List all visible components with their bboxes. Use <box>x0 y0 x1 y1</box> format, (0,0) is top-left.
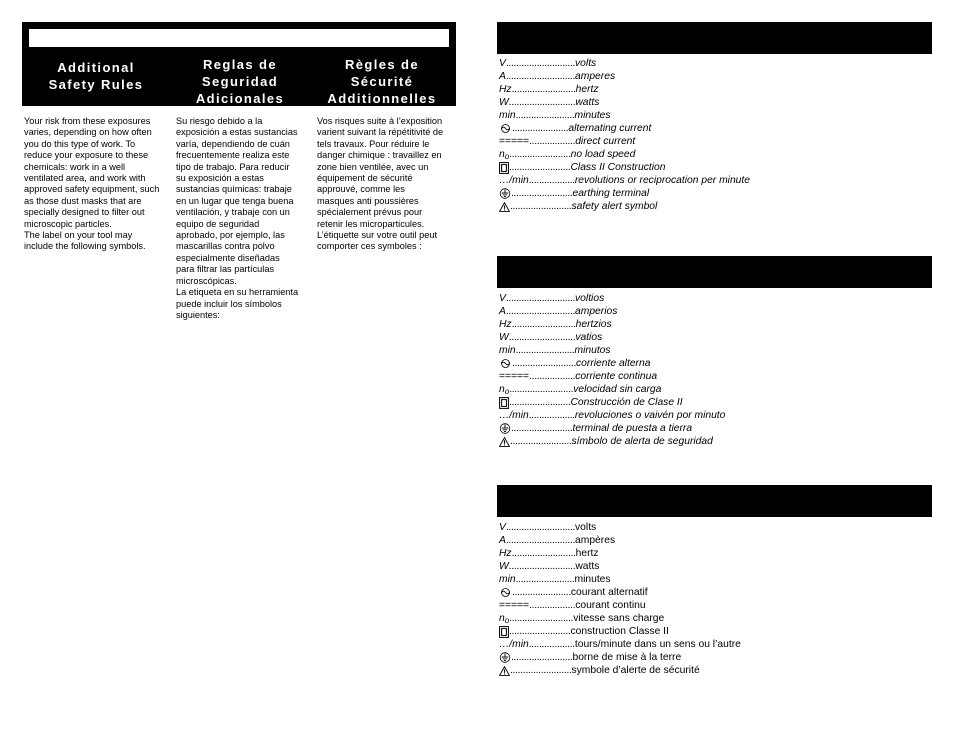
symbol-abbreviation: W <box>499 561 509 572</box>
symbol-abbreviation: V <box>499 293 506 304</box>
symbol-abbreviation: ===== <box>499 600 530 611</box>
leader-dots: ......................... <box>512 358 577 369</box>
leader-dots: ........................... <box>505 58 576 69</box>
symbol-abbreviation: Hz <box>499 319 512 330</box>
leader-dots: .................. <box>529 371 576 382</box>
symbol-meaning: watts <box>575 97 600 108</box>
earthing-terminal-icon <box>499 423 511 434</box>
symbol-row <box>499 586 929 599</box>
symbol-meaning: safety alert symbol <box>571 201 658 212</box>
symbol-row <box>499 148 929 161</box>
class-ii-construction-icon <box>499 162 509 174</box>
alternating-current-icon <box>499 359 512 368</box>
symbol-row <box>499 187 929 200</box>
safety-alert-icon <box>499 666 510 676</box>
leader-dots: ........................ <box>510 665 572 676</box>
symbol-meaning: corriente alterna <box>576 358 651 369</box>
heading-english: Additional Safety Rules <box>48 60 144 92</box>
symbol-row <box>499 435 929 448</box>
symbol-abbreviation: min <box>499 110 516 121</box>
safety-alert-icon <box>499 202 510 212</box>
symbol-row <box>499 135 929 148</box>
symbol-meaning: alternating current <box>568 123 652 134</box>
leader-dots: ......................... <box>511 84 576 95</box>
leader-dots: ........................ <box>509 626 571 637</box>
symbols-header-band-spanish <box>497 256 932 288</box>
leader-dots: ........................ <box>509 149 571 160</box>
symbol-abbreviation: …/min <box>499 410 529 421</box>
symbol-abbreviation: A <box>499 306 506 317</box>
symbol-row <box>499 370 929 383</box>
class-ii-construction-icon <box>499 397 509 409</box>
symbol-row <box>499 161 929 174</box>
symbol-abbreviation: Hz <box>499 548 512 559</box>
leader-dots: .................. <box>528 175 575 186</box>
symbol-row <box>499 409 929 422</box>
symbol-list-spanish <box>499 292 929 448</box>
symbol-meaning: revoluciones o vaivén por minuto <box>574 410 726 421</box>
symbol-meaning: ampères <box>575 535 616 546</box>
symbol-abbreviation: n o <box>499 613 510 625</box>
leader-dots: ........................... <box>505 535 576 546</box>
symbol-row <box>499 305 929 318</box>
leader-dots: .................. <box>529 600 576 611</box>
body-text-spanish: Su riesgo debido a la exposición a estas sustancias varía, dependiendo de cuán frecuentemente realiza este tipo de trabajo. Para reducir su exposición a estas sustancias químicas: trabaje en un lugar que tenga buena ventilación, y trabaje con un equipo de seguridad aprobado, por ejemplo, las mascarillas contra polvo especialmente diseñadas para filtrar las partículas microscópicas. La etiqueta en su herramienta puede incluir los símbolos siguientes: <box>176 116 299 320</box>
symbol-meaning: courant alternatif <box>570 587 648 598</box>
leader-dots: ........................ <box>511 188 573 199</box>
leader-dots: .................. <box>529 136 576 147</box>
symbol-meaning: tours/minute dans un sens ou l’autre <box>574 639 741 650</box>
leader-dots: .................. <box>528 639 575 650</box>
symbol-abbreviation: n o <box>499 384 510 396</box>
symbol-meaning: hertz <box>575 548 599 559</box>
symbol-row <box>499 122 929 135</box>
symbol-meaning: watts <box>575 561 600 572</box>
symbol-abbreviation: V <box>499 522 506 533</box>
leader-dots: .......................... <box>508 332 576 343</box>
symbol-meaning: amperios <box>575 306 618 317</box>
symbol-row <box>499 521 929 534</box>
class-ii-construction-icon <box>499 626 509 638</box>
symbol-abbreviation: …/min <box>499 175 529 186</box>
symbol-meaning: Class II Construction <box>570 162 666 173</box>
body-text-english: Your risk from these exposures varies, depending on how often you do this type of work. To reduce your exposure to these chemicals: work in a well ventilated area, and work with approved safety equipment, such as those dust masks that are specially designed to filter out microscopic particles. The label on your tool may include the following symbols. <box>24 116 160 252</box>
symbol-meaning: vatios <box>575 332 603 343</box>
leader-dots: ......................... <box>511 548 576 559</box>
symbol-row <box>499 560 929 573</box>
symbol-row <box>499 344 929 357</box>
symbol-meaning: minutos <box>574 345 611 356</box>
symbol-abbreviation: A <box>499 71 506 82</box>
symbols-header-band-english <box>497 22 932 54</box>
earthing-terminal-icon <box>499 188 511 199</box>
leader-dots: ....................... <box>512 587 571 598</box>
safety-alert-icon <box>499 437 510 447</box>
symbol-meaning: no load speed <box>570 149 636 160</box>
symbol-meaning: terminal de puesta a tierra <box>572 423 693 434</box>
leader-dots: ........................... <box>505 306 576 317</box>
symbol-row <box>499 599 929 612</box>
symbol-row <box>499 57 929 70</box>
symbols-header-band-french <box>497 485 932 517</box>
symbol-abbreviation: Hz <box>499 84 512 95</box>
symbol-meaning: courant continu <box>575 600 646 611</box>
symbol-meaning: borne de mise à la terre <box>572 652 682 663</box>
symbol-meaning: voltios <box>575 293 605 304</box>
symbol-meaning: direct current <box>575 136 636 147</box>
symbol-list-french <box>499 521 929 677</box>
alternating-current-icon <box>499 588 512 597</box>
symbol-abbreviation: min <box>499 345 516 356</box>
symbol-row <box>499 534 929 547</box>
symbol-list-english <box>499 57 929 213</box>
alternating-current-icon <box>499 124 512 133</box>
leader-dots: ........................ <box>511 652 573 663</box>
symbol-meaning: corriente continua <box>575 371 658 382</box>
symbol-row <box>499 174 929 187</box>
symbol-row <box>499 109 929 122</box>
symbol-meaning: volts <box>575 58 597 69</box>
symbol-abbreviation: …/min <box>499 639 529 650</box>
symbol-row <box>499 70 929 83</box>
leader-dots: ........................ <box>510 436 572 447</box>
symbol-abbreviation: ===== <box>499 136 530 147</box>
symbol-meaning: símbolo de alerta de seguridad <box>571 436 713 447</box>
symbol-row <box>499 651 929 664</box>
symbol-abbreviation: W <box>499 97 509 108</box>
symbol-meaning: construction Classe II <box>570 626 669 637</box>
safety-rules-header-band <box>22 22 456 106</box>
symbol-row <box>499 331 929 344</box>
symbol-abbreviation: min <box>499 574 516 585</box>
symbol-meaning: hertz <box>575 84 599 95</box>
symbol-row <box>499 638 929 651</box>
symbol-abbreviation: A <box>499 535 506 546</box>
leader-dots: ........................ <box>511 423 573 434</box>
symbol-meaning: amperes <box>575 71 616 82</box>
symbol-meaning: velocidad sin carga <box>573 384 662 395</box>
leader-dots: .......................... <box>508 561 576 572</box>
symbol-abbreviation: n o <box>499 149 510 161</box>
symbol-abbreviation: W <box>499 332 509 343</box>
heading-french: Règles de Sécurité Additionnelles <box>327 57 437 106</box>
header-white-bar <box>29 29 449 47</box>
symbol-meaning: vitesse sans charge <box>573 613 665 624</box>
symbol-meaning: symbole d’alerte de sécurité <box>571 665 700 676</box>
heading-spanish: Reglas de Seguridad Adicionales <box>195 57 285 106</box>
symbol-row <box>499 200 929 213</box>
symbol-row <box>499 83 929 96</box>
leader-dots: .................. <box>528 410 575 421</box>
symbol-meaning: volts <box>575 522 597 533</box>
leader-dots: ...................... <box>512 123 569 134</box>
symbol-abbreviation: ===== <box>499 371 530 382</box>
symbol-row <box>499 318 929 331</box>
symbol-row <box>499 625 929 638</box>
symbol-row <box>499 96 929 109</box>
symbol-row <box>499 383 929 396</box>
symbol-row <box>499 292 929 305</box>
symbol-row <box>499 396 929 409</box>
symbol-row <box>499 357 929 370</box>
symbol-meaning: Construcción de Clase II <box>570 397 683 408</box>
symbol-row <box>499 573 929 586</box>
symbol-meaning: hertzios <box>575 319 612 330</box>
symbol-meaning: earthing terminal <box>572 188 650 199</box>
leader-dots: ........................ <box>510 201 572 212</box>
leader-dots: ........................... <box>505 522 576 533</box>
symbol-row <box>499 422 929 435</box>
symbol-row <box>499 664 929 677</box>
leader-dots: ......................... <box>509 384 574 395</box>
leader-dots: ....................... <box>515 345 575 356</box>
leader-dots: ....................... <box>515 110 575 121</box>
symbol-abbreviation: V <box>499 58 506 69</box>
leader-dots: ........................... <box>505 293 576 304</box>
leader-dots: .......................... <box>508 97 576 108</box>
symbol-meaning: minutes <box>574 574 611 585</box>
symbol-row <box>499 547 929 560</box>
symbol-meaning: minutes <box>574 110 611 121</box>
symbol-row <box>499 612 929 625</box>
leader-dots: ....................... <box>515 574 575 585</box>
leader-dots: ......................... <box>511 319 576 330</box>
symbol-meaning: revolutions or reciprocation per minute <box>574 175 750 186</box>
leader-dots: ........................ <box>509 397 571 408</box>
leader-dots: ......................... <box>509 613 574 624</box>
leader-dots: ........................... <box>505 71 576 82</box>
earthing-terminal-icon <box>499 652 511 663</box>
leader-dots: ........................ <box>509 162 571 173</box>
body-text-french: Vos risques suite à l’exposition varient suivant la répétitivité de tels travaux. Pour réduire le danger chimique : travaillez en zone bien ventilée, avec un équipement de sécurité approuvé, comme les masques anti poussières spécialement prévus pour retenir les microparticules. L’étiquette sur votre outil peut comporter ces symboles : <box>317 116 444 252</box>
